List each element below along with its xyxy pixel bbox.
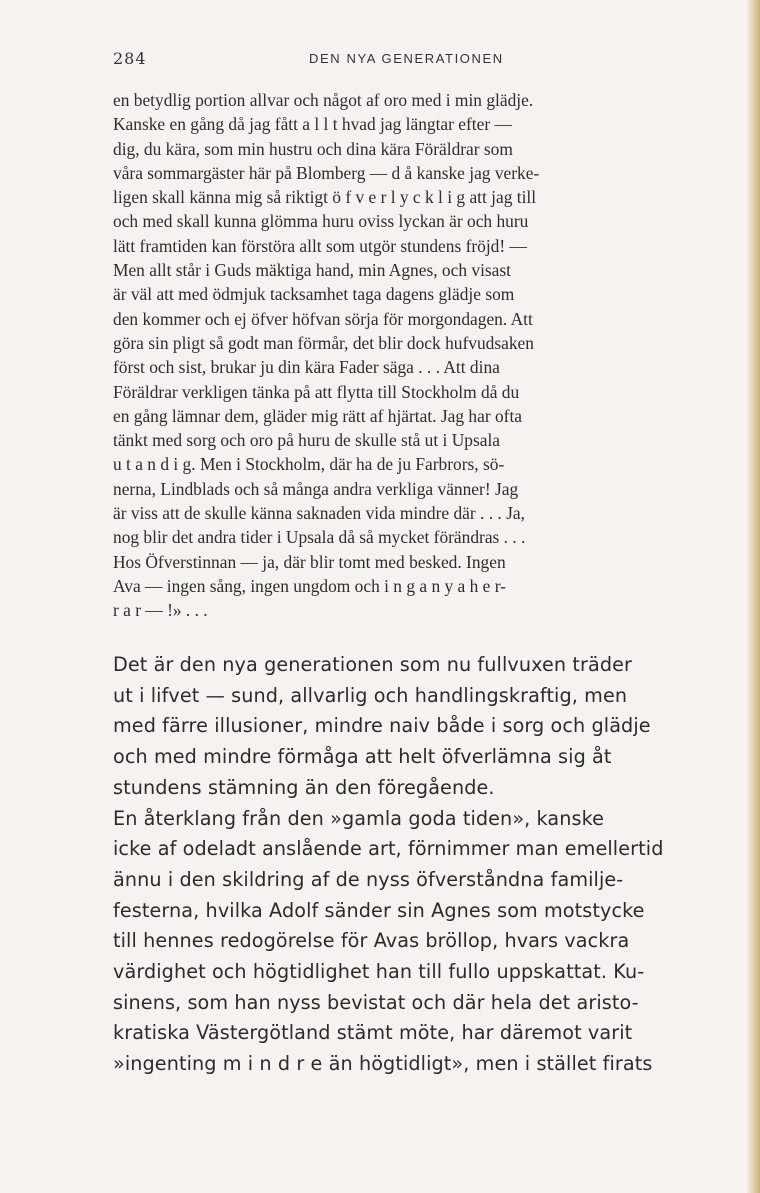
body-line: festerna, hvilka Adolf sänder sin Agnes som motstycke [113,898,645,922]
page-number: 284 [113,49,147,68]
body-line: icke af odeladt anslående art, förnimmer man emellertid [113,837,664,861]
body-line: »ingenting m i n d r e än högtidligt», men i stället firats [113,1052,653,1076]
page-edge [746,0,760,1193]
page-header [113,49,641,73]
body-line: ut i lifvet — sund, allvarlig och handlingskraftig, men [113,683,628,707]
quote-line: den kommer och ej öfver höfvan sörja för morgondagen. Att [113,308,533,329]
quote-line: en betydlig portion allvar och något af oro med i min glädje. [113,90,534,110]
body-line: ännu i den skildring af de nyss öfverståndna familje- [113,867,624,891]
quoted-letter [113,88,713,623]
quote-line: är väl att med ödmjuk tacksamhet taga dagens glädje som [113,284,515,305]
quote-line: nog blir det andra tider i Upsala då så mycket förändras . . . [113,527,526,548]
quote-line: Kanske en gång då jag fått a l l t hvad jag längtar efter — [113,114,512,135]
body-line: och med mindre förmåga att helt öfverlämna sig åt [113,745,612,769]
quote-line: Ava — ingen sång, ingen ungdom och i n g a n y a h e r- [113,575,506,596]
quote-line: nerna, Lindblads och så många andra verkliga vänner! Jag [113,478,519,499]
body-line: sinens, som han nyss bevistat och där hela det aristo- [113,990,639,1014]
quote-line: Föräldrar verkligen tänka på att flytta till Stockholm då du [113,381,520,402]
quote-line: är viss att de skulle känna saknaden vida mindre där . . . Ja, [113,503,525,524]
quote-line: våra sommargäster här på Blomberg — d å kanske jag verke- [113,162,540,183]
quote-line: dig, du kära, som min hustru och dina kära Föräldrar som [113,138,513,159]
quote-line: tänkt med sorg och oro på huru de skulle stå ut i Upsala [113,430,501,451]
quote-line: Hos Öfverstinnan — ja, där blir tomt med besked. Ingen [113,551,506,572]
quote-line: u t a n d i g. Men i Stockholm, där ha de ju Farbrors, sö- [113,454,505,475]
body-line: värdighet och högtidlighet han till fullo uppskattat. Ku- [113,960,645,984]
body-line: kratiska Västergötland stämt möte, har däremot varit [113,1021,633,1045]
running-title: DEN NYA GENERATIONEN [309,51,504,66]
quote-line: r a r — !» . . . [113,600,208,621]
quote-line: och med skall kunna glömma huru oviss lyckan är och huru [113,211,529,232]
quote-line: ligen skall känna mig så riktigt ö f v e r l y c k l i g att jag till [113,187,537,208]
body-line: stundens stämning än den föregående. [113,775,495,799]
quote-line: göra sin pligt så godt man förmår, det blir dock hufvudsaken [113,332,534,353]
body-line: En återklang från den »gamla goda tiden», kanske [113,806,605,830]
body-line: till hennes redogörelse för Avas bröllop, hvars vackra [113,929,630,953]
quote-line: först och sist, brukar ju din kära Fader säga . . . Att dina [113,357,500,378]
quote-line: en gång lämnar dem, gläder mig rätt af hjärtat. Jag har ofta [113,405,522,426]
body-text [113,650,713,1080]
body-line: med färre illusioner, mindre naiv både i sorg och glädje [113,714,651,738]
body-line: Det är den nya generationen som nu fullvuxen träder [113,653,632,676]
quote-line: Men allt står i Guds mäktiga hand, min Agnes, och visast [113,260,511,281]
quote-line: lätt framtiden kan förstöra allt som utgör stundens fröjd! — [113,235,527,256]
